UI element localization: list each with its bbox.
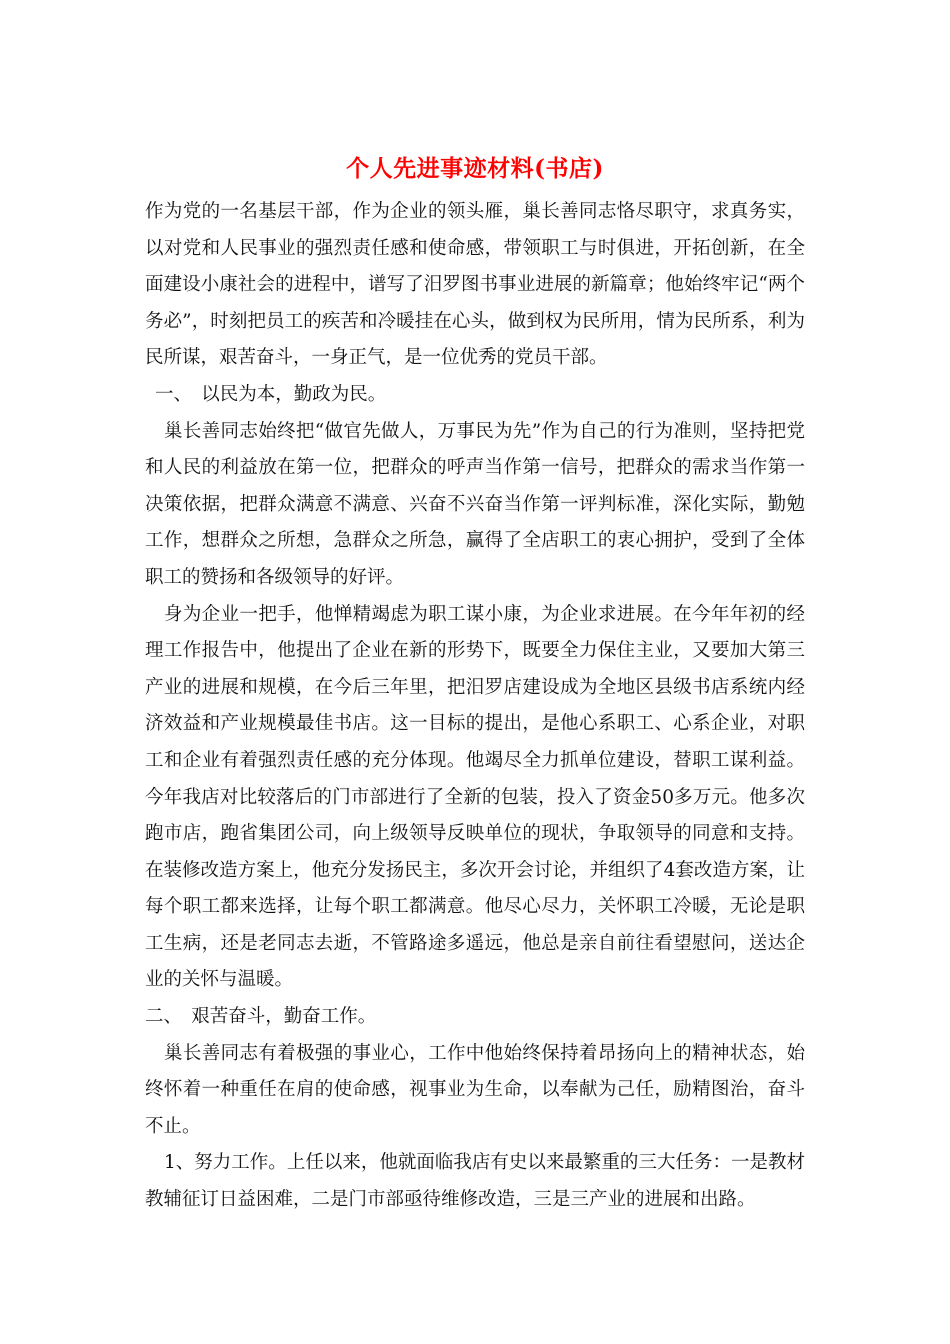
paragraph-section2-a: 巢长善同志有着极强的事业心，工作中他始终保持着昂扬向上的精神状态，始终怀着一种重任在肩的使命感，视事业为生命，以奉献为己任，励精图治，奋斗不止。 xyxy=(145,1042,805,1137)
section-heading-1: 一、 以民为本，勤政为民。 xyxy=(155,383,387,405)
section-heading-2: 二、 艰苦奋斗，勤奋工作。 xyxy=(145,1006,377,1028)
paragraph-section1-a: 巢长善同志始终把“做官先做人，万事民为先”作为自己的行为准则，坚持把党和人民的利益放在第一位，把群众的呼声当作第一信号，把群众的需求当作第一决策依据，把群众满意不满意、兴奋不兴奋当作第一评判标准，深化实际，勤勉工作，想群众之所想，急群众之所急，赢得了全店职工的衷心拥护，受到了全体职工的赞扬和各级领导的好评。 xyxy=(145,420,805,588)
paragraph-section1-b: 身为企业一把手，他惮精竭虑为职工谋小康，为企业求进展。在今年年初的经理工作报告中，他提出了企业在新的形势下，既要全力保住主业，又要加大第三产业的进展和规模，在今后三年里，把汨罗店建设成为全地区县级书店系统内经济效益和产业规模最佳书店。这一目标的提出，是他心系职工、心系企业，对职工和企业有着强烈责任感的充分体现。他竭尽全力抓单位建设，替职工谋利益。今年我店对比较落后的门市部进行了全新的包装，投入了资金50多万元。他多次跑市店，跑省集团公司，向上级领导反映单位的现状，争取领导的同意和支持。在装修改造方案上，他充分发扬民主，多次开会讨论，并组织了4套改造方案，让每个职工都来选择，让每个职工都满意。他尽心尽力，关怀职工冷暖，无论是职工生病，还是老同志去逝，不管路途多遥远，他总是亲自前往看望慰问，送达企业的关怀与温暖。 xyxy=(145,603,805,991)
document-title: 个人先进事迹材料(书店) xyxy=(346,155,604,182)
document-body xyxy=(145,194,805,1219)
paragraph-intro: 作为党的一名基层干部，作为企业的领头雁，巢长善同志恪尽职守，求真务实，以对党和人民事业的强烈责任感和使命感，带领职工与时俱进，开拓创新，在全面建设小康社会的进程中，谱写了汨罗图书事业进展的新篇章；他始终牢记“两个务必”，时刻把员工的疾苦和冷暖挂在心头，做到权为民所用，情为民所系，利为民所谋，艰苦奋斗，一身正气，是一位优秀的党员干部。 xyxy=(145,201,805,369)
paragraph-section2-b: 1、努力工作。上任以来，他就面临我店有史以来最繁重的三大任务：一是教材教辅征订日益困难，二是门市部亟待维修改造，三是三产业的进展和出路。 xyxy=(145,1152,805,1211)
